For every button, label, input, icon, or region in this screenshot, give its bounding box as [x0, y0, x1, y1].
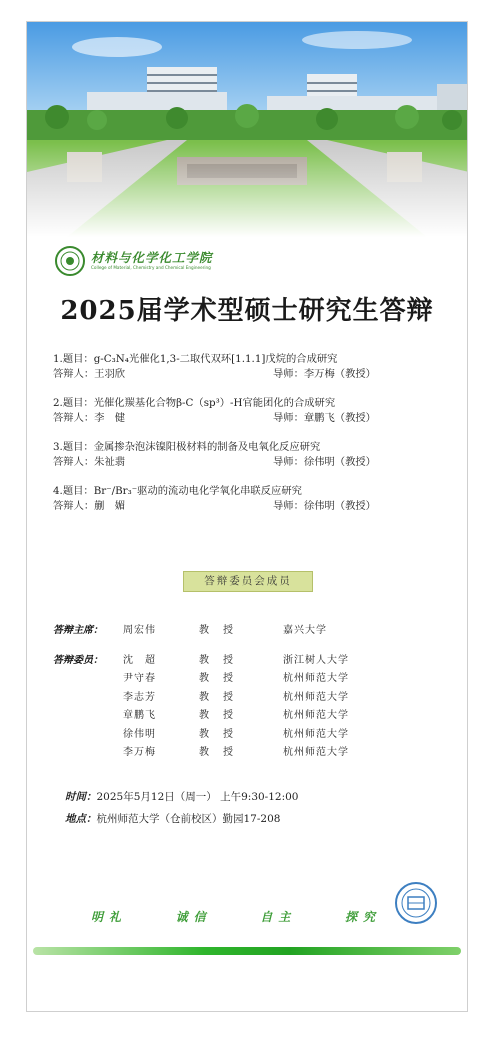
member-org: 杭州师范大学	[283, 673, 349, 684]
member-title: 教 授	[199, 673, 235, 684]
member-org: 杭州师范大学	[283, 691, 349, 703]
member-row	[53, 689, 453, 708]
topic-title: 1.题目：g-C₃N₄光催化1,3-二取代双环[1.1.1]戊烷的合成研究	[53, 353, 338, 365]
topic-list	[53, 352, 453, 528]
topic-title: 2.题目：光催化羰基化合物β-C（sp³）-H官能团化的合成研究	[53, 397, 336, 409]
chair-row	[53, 622, 453, 641]
member-org: 杭州师范大学	[283, 728, 349, 740]
member-name: 徐伟明	[123, 728, 156, 740]
member-title: 教 授	[199, 728, 235, 740]
place-label: 地点：	[65, 813, 97, 825]
topic-item	[53, 352, 453, 382]
member-row	[53, 707, 453, 726]
member-row	[53, 744, 453, 763]
topic-item	[53, 440, 453, 470]
campus-photo	[27, 22, 467, 237]
college-logo	[55, 244, 213, 278]
member-name: 沈 超	[123, 654, 156, 666]
motto-item: 明礼	[91, 910, 128, 924]
motto	[91, 908, 381, 925]
member-title: 教 授	[199, 691, 235, 703]
member-title: 教 授	[199, 747, 235, 758]
place-line	[65, 808, 299, 830]
university-emblem-icon	[395, 882, 437, 924]
time-value: 2025年5月12日（周一） 上午9:30-12:00	[96, 791, 299, 803]
member-name: 尹守春	[123, 673, 156, 684]
member-org: 杭州师范大学	[283, 710, 349, 721]
member-title: 教 授	[199, 654, 235, 666]
member-name: 李志芳	[123, 691, 156, 703]
motto-item: 诚信	[175, 910, 212, 924]
member-name: 李万梅	[123, 747, 156, 758]
member-org: 浙江树人大学	[283, 654, 349, 666]
chair-label: 答辩主席：	[53, 625, 103, 636]
topic-supervisor: 导师：章鹏飞（教授）	[273, 412, 376, 424]
member-row	[53, 726, 453, 745]
college-name-cn: 材料与化学化工学院	[91, 250, 213, 265]
topic-presenter: 答辩人：王羽欣	[53, 368, 126, 380]
motto-item: 自主	[260, 910, 297, 924]
member-org: 杭州师范大学	[283, 747, 349, 758]
member-title: 教 授	[199, 625, 235, 636]
member-title: 教 授	[199, 710, 235, 721]
topic-presenter: 答辩人：李 健	[53, 412, 126, 424]
topic-item	[53, 484, 453, 514]
members-label: 答辩委员：	[53, 654, 103, 666]
motto-item: 探究	[344, 910, 381, 924]
topic-presenter: 答辩人：朱祉翡	[53, 456, 126, 468]
time-label: 时间：	[65, 791, 97, 803]
member-row	[53, 652, 453, 671]
member-row	[53, 670, 453, 689]
footer-bar	[33, 947, 461, 955]
member-name: 章鹏飞	[123, 710, 156, 721]
event-info	[65, 786, 299, 830]
topic-title: 4.题目：Br⁻/Br₃⁻驱动的流动电化学氧化串联反应研究	[53, 485, 302, 497]
topic-title: 3.题目：金属掺杂泡沫镍阳极材料的制备及电氧化反应研究	[53, 441, 321, 453]
topic-supervisor: 导师：徐伟明（教授）	[273, 500, 376, 512]
time-line	[65, 786, 299, 808]
poster	[26, 21, 468, 1012]
topic-item	[53, 396, 453, 426]
member-org: 嘉兴大学	[283, 625, 327, 636]
college-name-en: College of Material, Chemistry and Chemical Engineering	[91, 265, 211, 270]
committee-heading: 答辩委员会成员	[183, 571, 313, 592]
college-seal-icon	[55, 246, 85, 276]
topic-presenter: 答辩人：蒯 媚	[53, 500, 126, 512]
topic-supervisor: 导师：李万梅（教授）	[273, 368, 376, 380]
committee-list	[53, 622, 453, 763]
topic-supervisor: 导师：徐伟明（教授）	[273, 456, 376, 468]
page-title: 2025届学术型硕士研究生答辩	[60, 296, 434, 326]
member-name: 周宏伟	[123, 625, 156, 636]
place-value: 杭州师范大学（仓前校区）勤园17-208	[96, 813, 281, 825]
